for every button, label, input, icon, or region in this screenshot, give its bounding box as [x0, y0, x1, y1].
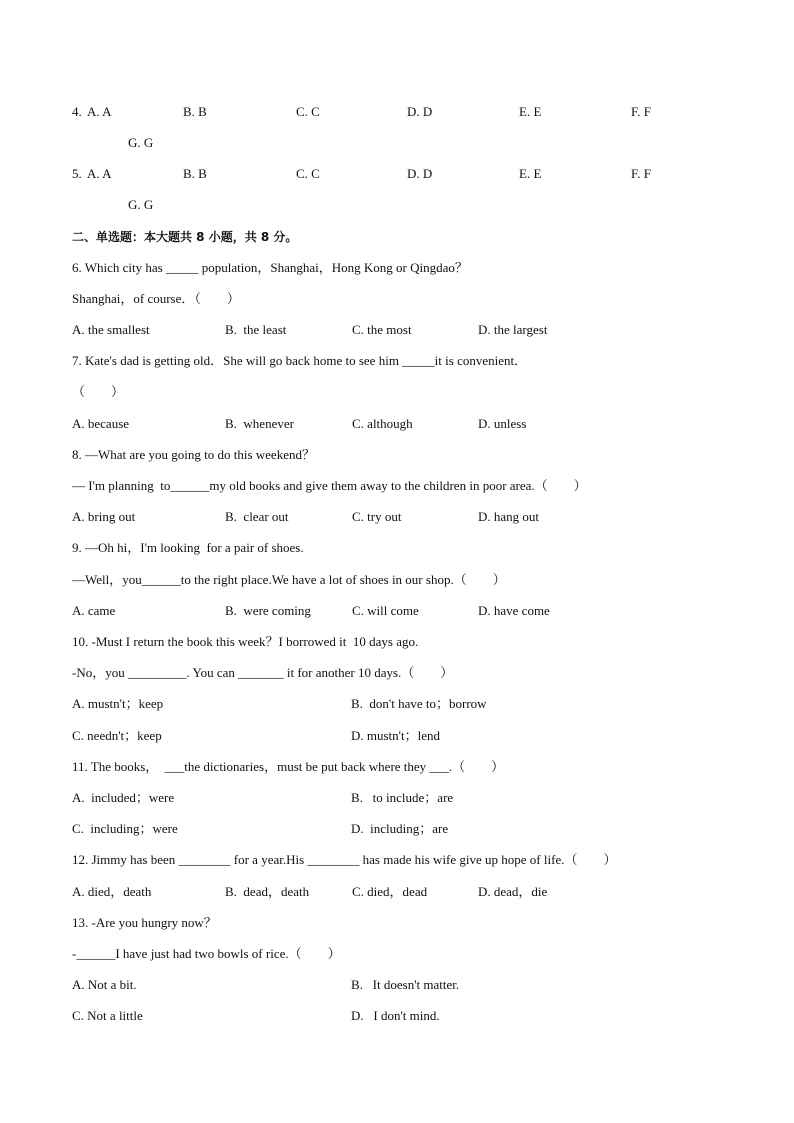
q9-stem: 9. —Oh hi，I'm looking for a pair of shoes. — [72, 540, 304, 555]
q13-option-a: A. Not a bit. — [72, 977, 137, 992]
q7-option-a: A. because — [72, 416, 130, 431]
q6-option-a: A. the smallest — [72, 322, 150, 337]
q4-option-d: D. D — [407, 104, 433, 119]
q4-options-row1 — [72, 104, 722, 120]
q11-option-a: A. included；were — [72, 790, 175, 805]
q5-options-row1 — [72, 166, 722, 182]
q12-option-b: B. dead，death — [225, 884, 310, 899]
q4-option-a: A. A — [87, 104, 112, 119]
q11-stem: 11. The books， ___the dictionaries，must be put back where they ___.（ ） — [72, 759, 505, 774]
q10-option-c: C. needn't；keep — [72, 728, 162, 743]
q12-option-a: A. died，death — [72, 884, 152, 899]
q6-stem-cont: Shanghai，of course．（ ） — [72, 291, 240, 306]
q5-option-e: E. E — [519, 166, 542, 181]
q5-option-g: G. G — [128, 197, 154, 212]
q4-option-g: G. G — [128, 135, 154, 150]
q9-option-c: C. will come — [352, 603, 419, 618]
q8-option-a: A. bring out — [72, 509, 136, 524]
q10-options-row2 — [72, 728, 722, 744]
q9-option-a: A. came — [72, 603, 116, 618]
q4-option-f: F. F — [631, 104, 651, 119]
q11-options-row2 — [72, 821, 722, 837]
q10-options-row1 — [72, 696, 722, 712]
q7-stem: 7. Kate's dad is getting old．She will go back home to see him _____it is convenient． — [72, 353, 528, 368]
q13-option-d: D. I don't mind. — [351, 1008, 440, 1023]
q10-option-d: D. mustn't；lend — [351, 728, 441, 743]
q5-number: 5. — [72, 166, 82, 181]
q4-option-e: E. E — [519, 104, 542, 119]
q12-option-c: C. died，dead — [352, 884, 428, 899]
q4-number: 4. — [72, 104, 82, 119]
q9-option-d: D. have come — [478, 603, 550, 618]
q7-options — [72, 416, 722, 432]
q5-option-a: A. A — [87, 166, 112, 181]
q4-option-b: B. B — [183, 104, 207, 119]
q8-options — [72, 509, 722, 525]
q10-option-a: A. mustn't；keep — [72, 696, 164, 711]
q5-option-d: D. D — [407, 166, 433, 181]
q13-options-row1 — [72, 977, 722, 993]
q4-options-row2 — [72, 135, 722, 151]
q11-option-c: C. including；were — [72, 821, 178, 836]
q4-option-c: C. C — [296, 104, 320, 119]
q9-stem-cont: —Well，you______to the right place.We have a lot of shoes in our shop.（ ） — [72, 572, 506, 587]
q13-option-b: B. It doesn't matter. — [351, 977, 460, 992]
q10-option-b: B. don't have to；borrow — [351, 696, 487, 711]
q8-stem: 8. —What are you going to do this weekend？ — [72, 447, 315, 462]
q6-option-c: C. the most — [352, 322, 412, 337]
q6-option-b: B. the least — [225, 322, 287, 337]
q8-option-b: B. clear out — [225, 509, 289, 524]
q8-stem-cont: — I'm planning to______my old books and give them away to the children in poor area.（ ） — [72, 478, 587, 493]
q10-stem: 10. -Must I return the book this week？I borrowed it 10 days ago. — [72, 634, 419, 649]
q11-option-d: D. including；are — [351, 821, 449, 836]
q12-stem: 12. Jimmy has been ________ for a year.His ________ has made his wife give up hope of life.（ ） — [72, 852, 617, 867]
q12-options — [72, 884, 722, 900]
q5-option-b: B. B — [183, 166, 207, 181]
q13-stem: 13. -Are you hungry now？ — [72, 915, 217, 930]
q6-options — [72, 322, 722, 338]
q5-options-row2 — [72, 197, 722, 213]
q7-option-b: B. whenever — [225, 416, 294, 431]
q9-options — [72, 603, 722, 619]
q10-stem-cont: -No，you _________. You can _______ it for another 10 days.（ ） — [72, 665, 454, 680]
q6-option-d: D. the largest — [478, 322, 548, 337]
q13-stem-cont: -______I have just had two bowls of rice.（ ） — [72, 946, 341, 961]
q13-options-row2 — [72, 1008, 722, 1024]
q7-option-d: D. unless — [478, 416, 527, 431]
q6-stem: 6. Which city has _____ population，Shanghai，Hong Kong or Qingdao？ — [72, 260, 468, 275]
q12-option-d: D. dead，die — [478, 884, 548, 899]
q8-option-c: C. try out — [352, 509, 402, 524]
section-heading: 二、单选题：本大题共 8 小题，共 8 分。 — [72, 230, 298, 244]
q11-options-row1 — [72, 790, 722, 806]
q7-option-c: C. although — [352, 416, 413, 431]
q5-option-f: F. F — [631, 166, 651, 181]
q8-option-d: D. hang out — [478, 509, 540, 524]
q7-stem-cont: （ ） — [72, 384, 125, 399]
q13-option-c: C. Not a little — [72, 1008, 143, 1023]
q11-option-b: B. to include；are — [351, 790, 454, 805]
q9-option-b: B. were coming — [225, 603, 311, 618]
q5-option-c: C. C — [296, 166, 320, 181]
